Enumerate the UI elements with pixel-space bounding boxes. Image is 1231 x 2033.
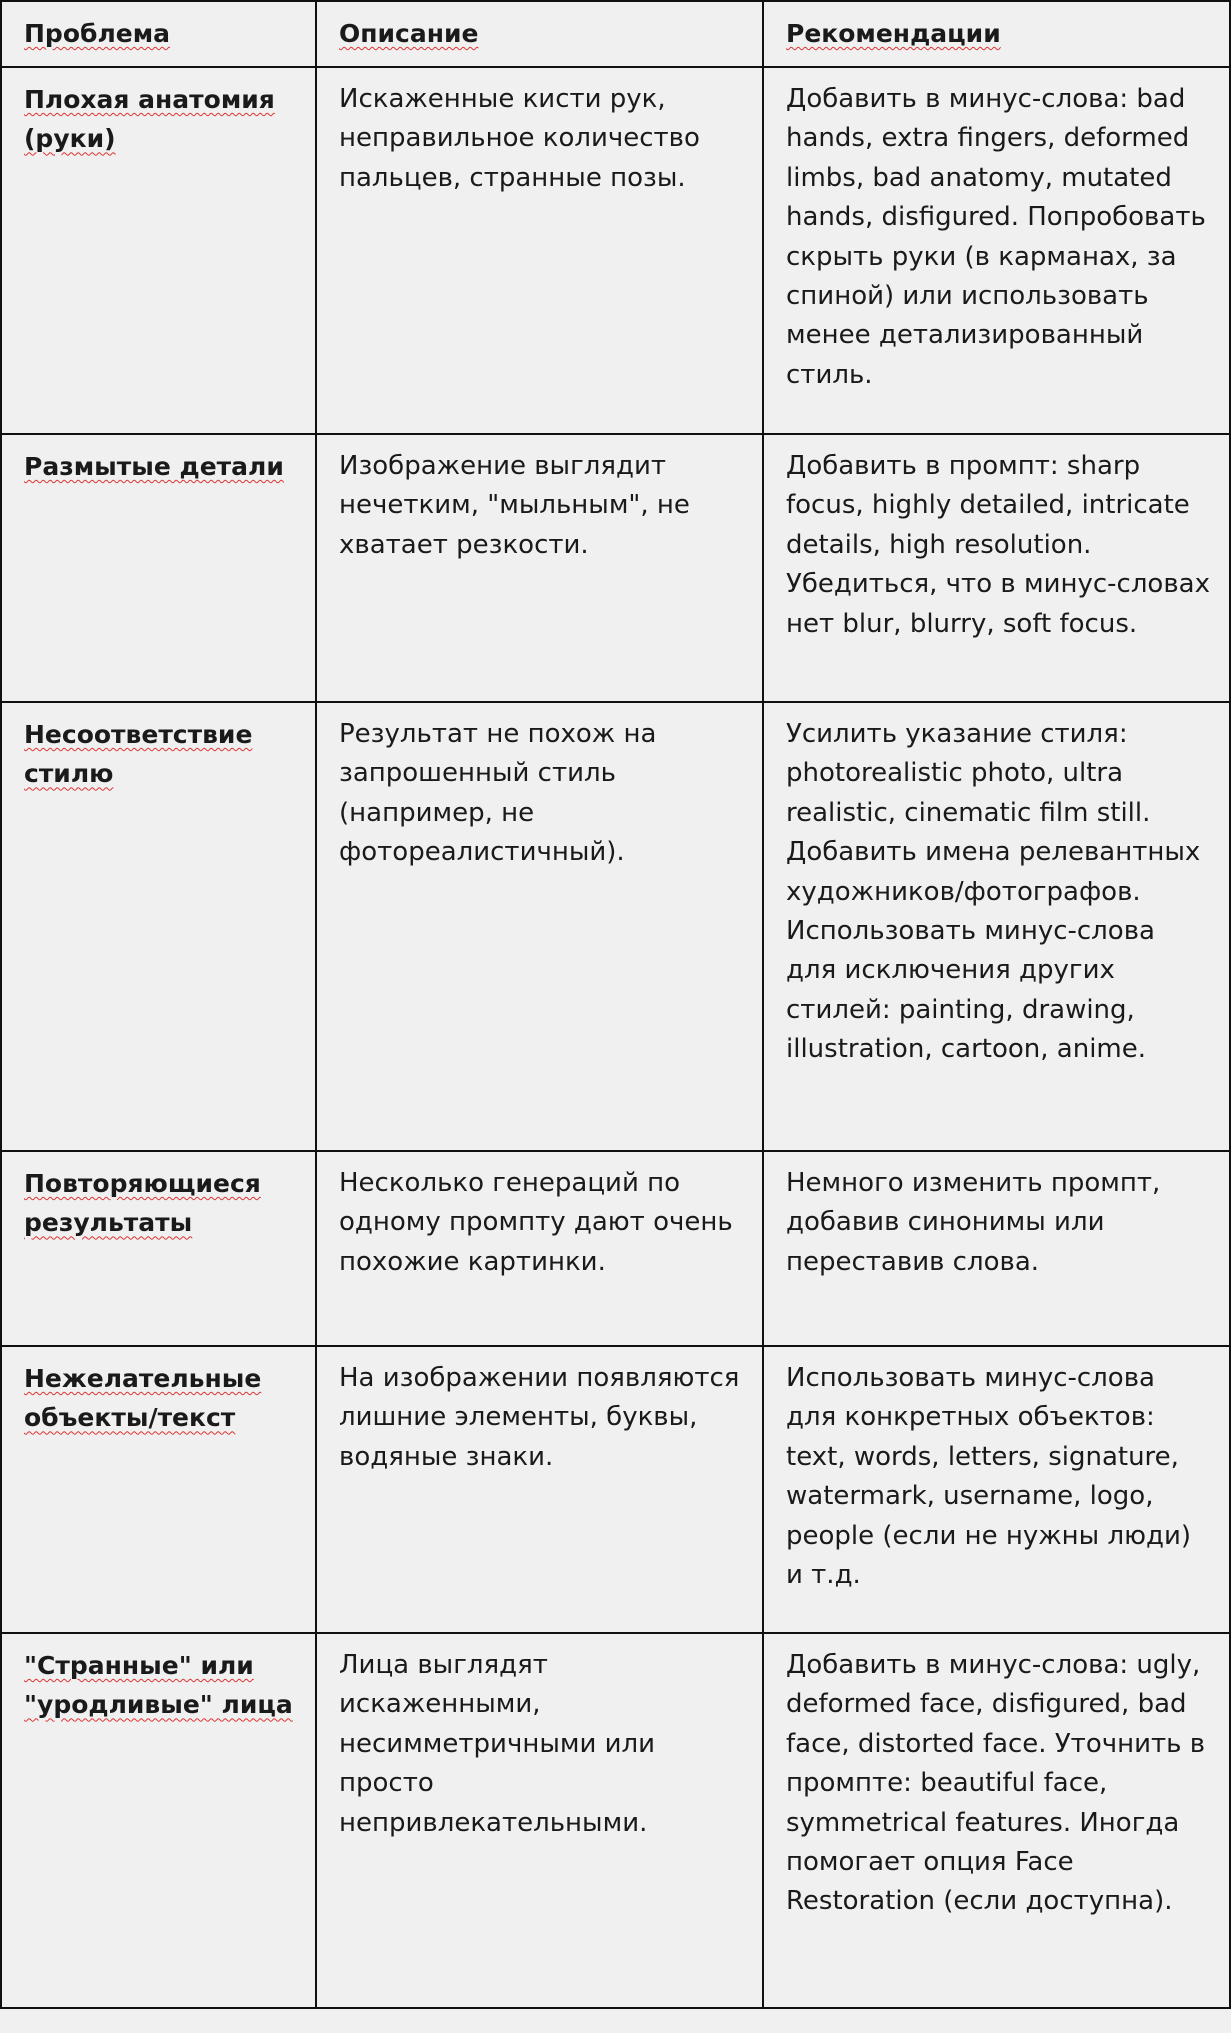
table-row xyxy=(1,67,1230,434)
description-cell: Результат не похож на запрошенный стиль (например, не фотореалистичный). xyxy=(316,702,763,1151)
table-row xyxy=(1,1151,1230,1346)
problem-cell: Размытые детали xyxy=(1,434,316,702)
problem-cell: "Странные" или "уродливые" лица xyxy=(1,1633,316,2008)
problem-cell: Несоответствие стилю xyxy=(1,702,316,1151)
table-row xyxy=(1,1633,1230,2008)
description-cell: Изображение выглядит нечетким, "мыльным", не хватает резкости. xyxy=(316,434,763,702)
problem-cell: Повторяющиеся результаты xyxy=(1,1151,316,1346)
description-cell: На изображении появляются лишние элементы, буквы, водяные знаки. xyxy=(316,1346,763,1633)
problem-cell: Плохая анатомия (руки) xyxy=(1,67,316,434)
header-description: Описание xyxy=(316,1,763,67)
description-cell: Искаженные кисти рук, неправильное количество пальцев, странные позы. xyxy=(316,67,763,434)
description-cell: Несколько генераций по одному промпту дают очень похожие картинки. xyxy=(316,1151,763,1346)
recommendation-cell: Немного изменить промпт, добавив синонимы или переставив слова. xyxy=(763,1151,1230,1346)
recommendation-cell: Добавить в минус-слова: ugly, deformed face, disfigured, bad face, distorted face. Уточнить в промпте: beautiful face, symmetrical features. Иногда помогает опция Face Restoration (если доступна). xyxy=(763,1633,1230,2008)
recommendation-cell: Добавить в промпт: sharp focus, highly detailed, intricate details, high resolution. Убедиться, что в минус-словах нет blur, blurry, soft focus. xyxy=(763,434,1230,702)
table-row xyxy=(1,702,1230,1151)
header-recommendations: Рекомендации xyxy=(763,1,1230,67)
table-row xyxy=(1,434,1230,702)
recommendation-cell: Добавить в минус-слова: bad hands, extra fingers, deformed limbs, bad anatomy, mutated hands, disfigured. Попробовать скрыть руки (в карманах, за спиной) или использовать менее детализированный стиль. xyxy=(763,67,1230,434)
recommendation-cell: Использовать минус-слова для конкретных объектов: text, words, letters, signature, watermark, username, logo, people (если не нужны люди) и т.д. xyxy=(763,1346,1230,1633)
table-row xyxy=(1,1346,1230,1633)
table-header-row xyxy=(1,1,1230,67)
recommendation-cell: Усилить указание стиля: photorealistic photo, ultra realistic, cinematic film still. Добавить имена релевантных художников/фотографов. Использовать минус-слова для исключения других стилей: painting, drawing, illustration, cartoon, anime. xyxy=(763,702,1230,1151)
header-problem: Проблема xyxy=(1,1,316,67)
problem-cell: Нежелательные объекты/текст xyxy=(1,1346,316,1633)
description-cell: Лица выглядят искаженными, несимметричными или просто непривлекательными. xyxy=(316,1633,763,2008)
